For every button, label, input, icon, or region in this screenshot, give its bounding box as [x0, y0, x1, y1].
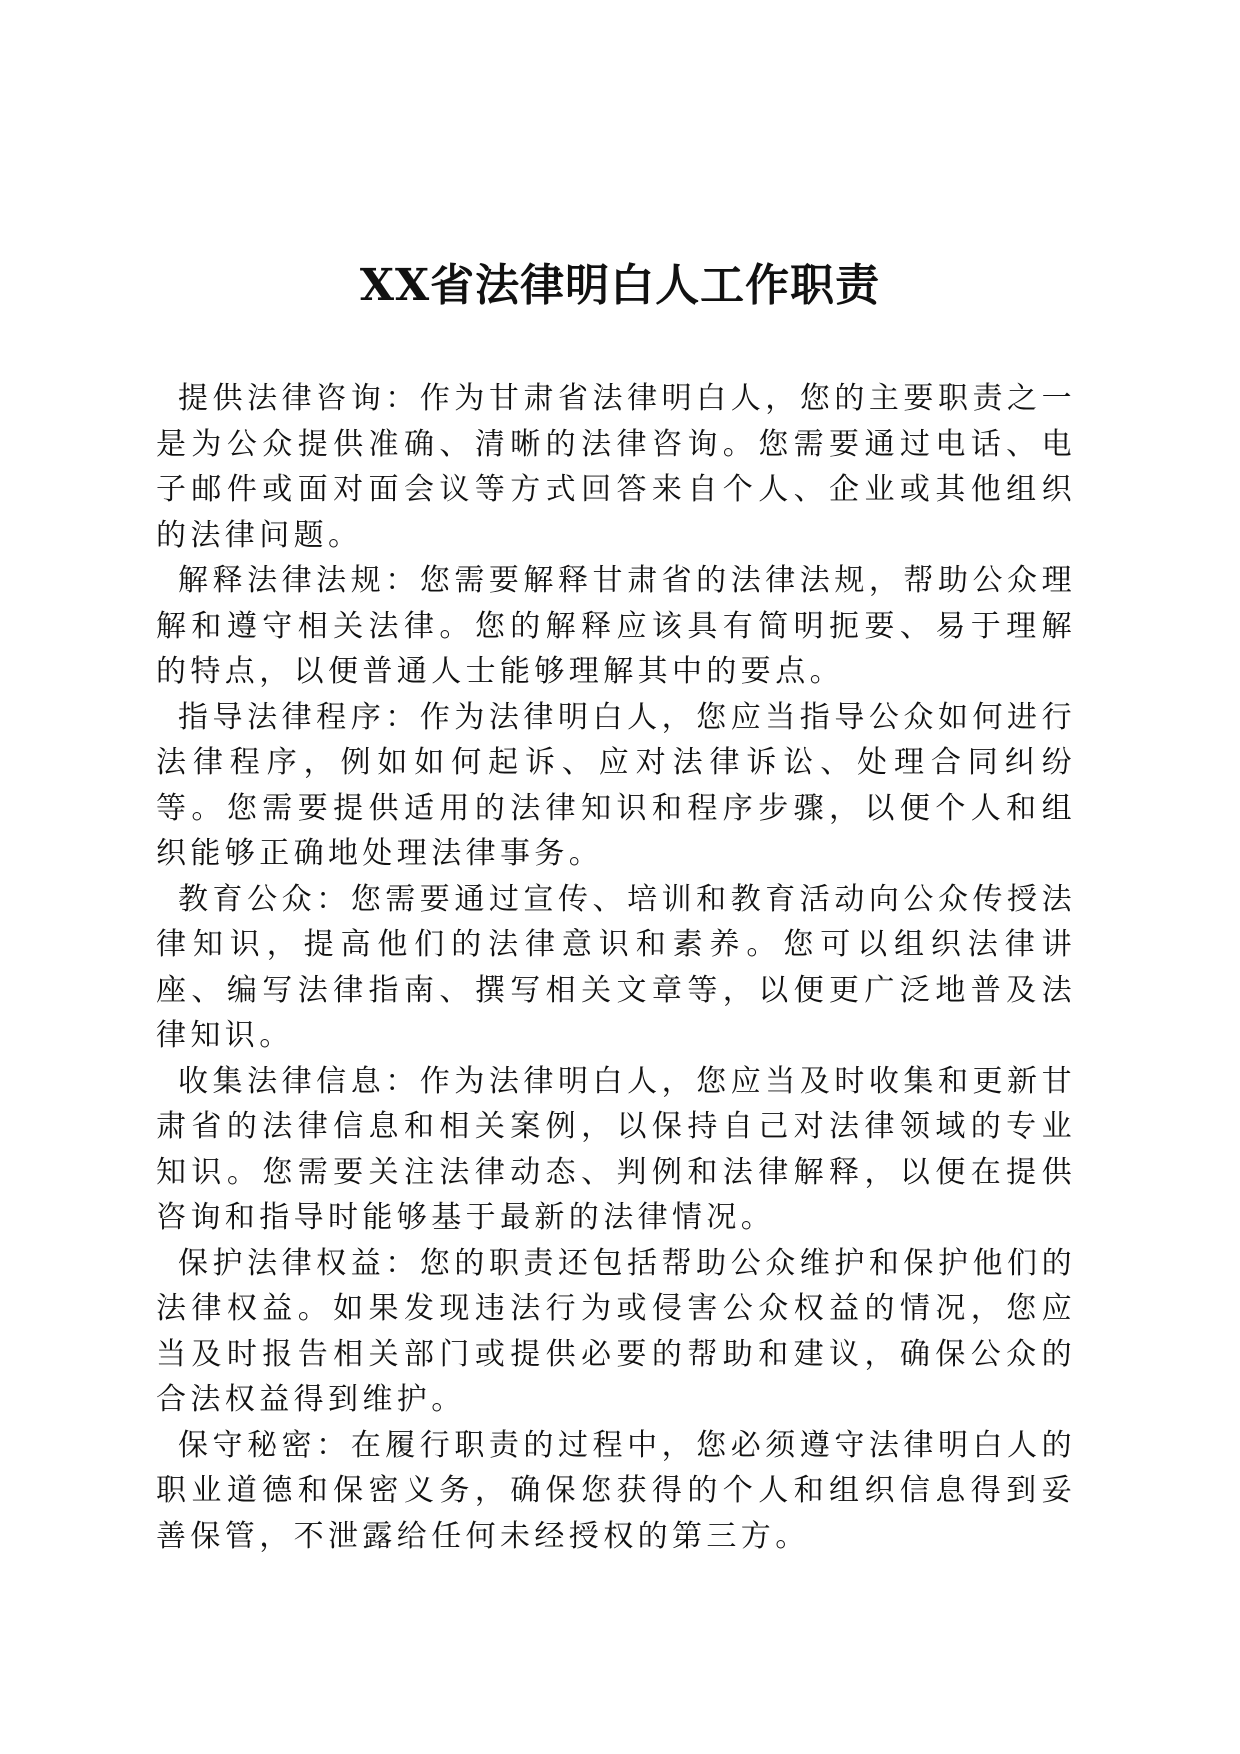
- document-title: XX省法律明白人工作职责: [359, 260, 881, 311]
- document-body: [156, 376, 1076, 1559]
- paragraph-explain-laws: 解释法律法规：您需要解释甘肃省的法律法规，帮助公众理解和遵守相关法律。您的解释应该具有简明扼要、易于理解的特点，以便普通人士能够理解其中的要点。: [156, 563, 1076, 689]
- paragraph-guide-procedures: 指导法律程序：作为法律明白人，您应当指导公众如何进行法律程序，例如如何起诉、应对法律诉讼、处理合同纠纷等。您需要提供适用的法律知识和程序步骤，以便个人和组织能够正确地处理法律事务。: [156, 699, 1076, 871]
- paragraph-protect-rights: 保护法律权益：您的职责还包括帮助公众维护和保护他们的法律权益。如果发现违法行为或侵害公众权益的情况，您应当及时报告相关部门或提供必要的帮助和建议，确保公众的合法权益得到维护。: [156, 1245, 1076, 1417]
- paragraph-keep-confidential: 保守秘密：在履行职责的过程中，您必须遵守法律明白人的职业道德和保密义务，确保您获得的个人和组织信息得到妥善保管，不泄露给任何未经授权的第三方。: [156, 1427, 1076, 1554]
- paragraph-collect-information: 收集法律信息：作为法律明白人，您应当及时收集和更新甘肃省的法律信息和相关案例，以保持自己对法律领域的专业知识。您需要关注法律动态、判例和法律解释，以便在提供咨询和指导时能够基于最新的法律情况。: [156, 1063, 1076, 1235]
- paragraph-legal-consultation: 提供法律咨询：作为甘肃省法律明白人，您的主要职责之一是为公众提供准确、清晰的法律咨询。您需要通过电话、电子邮件或面对面会议等方式回答来自个人、企业或其他组织的法律问题。: [156, 381, 1076, 553]
- paragraph-educate-public: 教育公众：您需要通过宣传、培训和教育活动向公众传授法律知识，提高他们的法律意识和素养。您可以组织法律讲座、编写法律指南、撰写相关文章等，以便更广泛地普及法律知识。: [156, 881, 1076, 1053]
